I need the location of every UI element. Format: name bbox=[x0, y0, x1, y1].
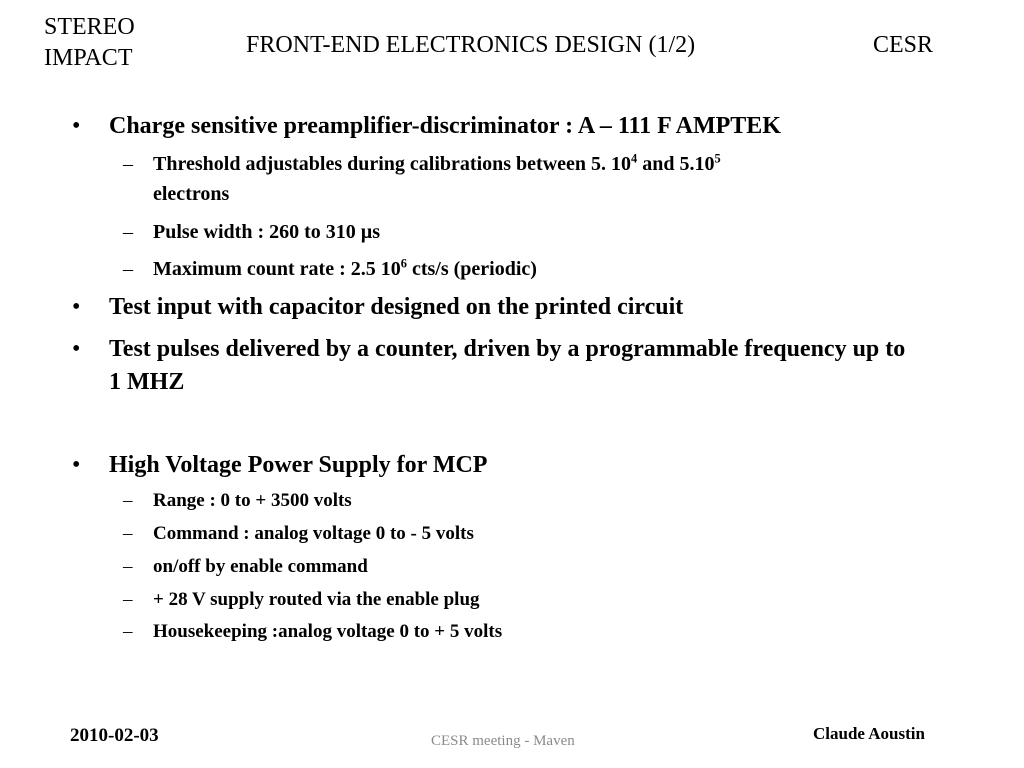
sub-bullet-text: + 28 V supply routed via the enable plug bbox=[153, 589, 480, 610]
dash-icon: – bbox=[123, 621, 133, 642]
sub-bullet-threshold bbox=[123, 149, 903, 209]
footer-author: Claude Aoustin bbox=[813, 724, 925, 743]
header-left-line1: STEREO bbox=[44, 14, 135, 40]
bullet-test-input bbox=[72, 291, 912, 324]
sub-bullet-text: Housekeeping :analog voltage 0 to + 5 volts bbox=[153, 621, 503, 642]
sub-bullet-housekeeping bbox=[123, 617, 903, 647]
bullet-text: High Voltage Power Supply for MCP bbox=[109, 452, 488, 478]
dash-icon: – bbox=[123, 153, 133, 175]
bullet-text: Test input with capacitor designed on the printed circuit bbox=[109, 294, 684, 320]
bullet-text: Test pulses delivered by a counter, driven by a programmable frequency up to 1 MHZ bbox=[109, 336, 906, 395]
bullet-icon: • bbox=[72, 336, 81, 362]
sub-bullet-text: Threshold adjustables during calibrations between 5. $10^4$ and 5.10$^5$ electrons bbox=[153, 151, 721, 205]
sub-bullet-command bbox=[123, 519, 903, 549]
sub-bullet-text: Pulse width : 260 to 310 µs bbox=[153, 221, 381, 243]
dash-icon: – bbox=[123, 556, 133, 577]
dash-icon: – bbox=[123, 221, 133, 243]
dash-icon: – bbox=[123, 490, 133, 511]
bullet-icon: • bbox=[72, 294, 81, 320]
footer-date: 2010-02-03 bbox=[70, 725, 159, 746]
dash-icon: – bbox=[123, 523, 133, 544]
sub-bullet-on-off bbox=[123, 552, 903, 582]
bullet-icon: • bbox=[72, 452, 81, 478]
sub-bullet-count-rate bbox=[123, 254, 903, 284]
sub-bullet-range bbox=[123, 486, 903, 516]
sub-bullet-text: Range : 0 to + 3500 volts bbox=[153, 490, 352, 511]
page-title: FRONT-END ELECTRONICS DESIGN (1/2) bbox=[246, 32, 696, 58]
header-left-line2: IMPACT bbox=[44, 45, 133, 71]
header-left-label bbox=[44, 12, 135, 74]
footer-meeting: CESR meeting - Maven bbox=[431, 733, 575, 749]
sub-bullet-pulse-width bbox=[123, 217, 903, 247]
sub-bullet-text: on/off by enable command bbox=[153, 556, 368, 577]
sub-bullet-text: Maximum count rate : 2.5 $10^6$ cts/s (periodic) bbox=[153, 256, 537, 280]
dash-icon: – bbox=[123, 258, 133, 280]
bullet-preamplifier bbox=[72, 110, 912, 143]
bullet-high-voltage bbox=[72, 449, 912, 482]
sub-bullet-supply bbox=[123, 585, 903, 615]
bullet-test-pulses bbox=[72, 333, 912, 399]
sub-bullet-text: Command : analog voltage 0 to - 5 volts bbox=[153, 523, 474, 544]
bullet-icon: • bbox=[72, 113, 81, 139]
dash-icon: – bbox=[123, 589, 133, 610]
bullet-text: Charge sensitive preamplifier-discriminator : A – 111 F AMPTEK bbox=[109, 113, 781, 139]
header-right-label: CESR bbox=[873, 32, 934, 58]
